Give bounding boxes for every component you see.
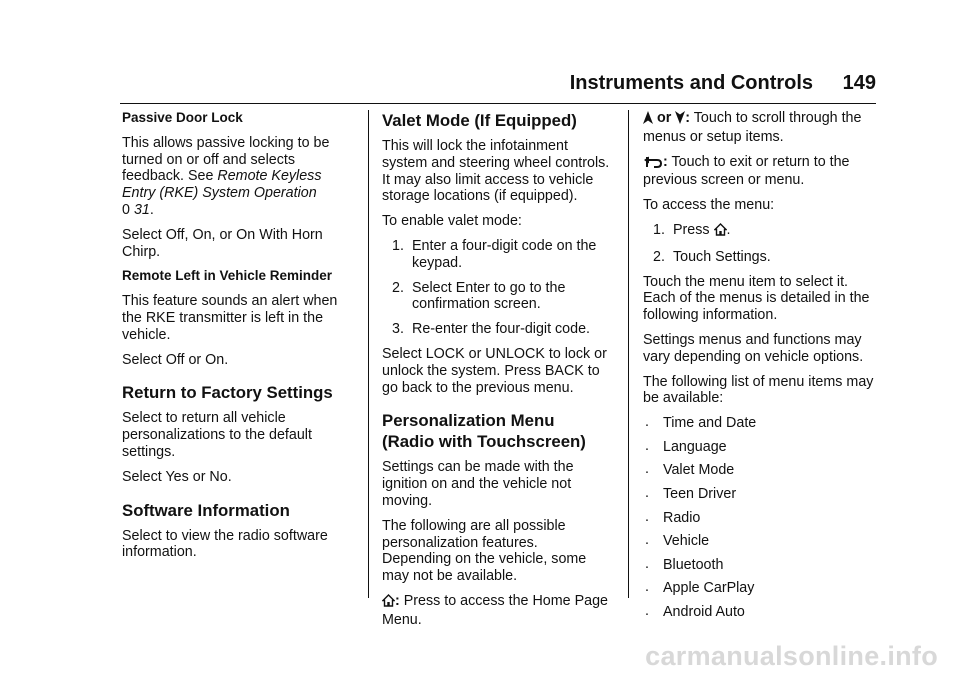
step-number: 2.: [653, 248, 665, 265]
subheading-passive-door-lock: Passive Door Lock: [122, 110, 243, 125]
step-text: Press: [673, 221, 710, 238]
paragraph: To access the menu:: [643, 197, 775, 214]
home-icon: [714, 223, 727, 241]
list-item: [643, 249, 879, 266]
list-item: [643, 604, 879, 621]
paragraph: Settings menus and functions may vary depending on vehicle options.: [643, 331, 864, 365]
paragraph: Select LOCK or UNLOCK to lock or unlock the system. Press BACK to go back to the previous menu.: [382, 345, 607, 396]
bullet: .: [645, 532, 649, 549]
step-number: 1.: [392, 237, 404, 254]
paragraph: [382, 593, 610, 629]
heading-valet-mode: Valet Mode (If Equipped): [382, 111, 577, 130]
paragraph: The following are all possible personalization features. Depending on the vehicle, some may not be available.: [382, 517, 587, 585]
subheading-remote-left: Remote Left in Vehicle Reminder: [122, 268, 333, 284]
page-header: [570, 72, 876, 95]
page-ref-number[interactable]: 31: [133, 201, 150, 218]
menu-item-label: Apple CarPlay: [663, 580, 755, 597]
menu-item-label: Vehicle: [663, 533, 710, 550]
down-arrow-icon: [675, 111, 685, 129]
step-number: 2.: [392, 279, 404, 296]
paragraph: Settings can be made with the ignition on and the vehicle not moving.: [382, 459, 574, 509]
list-item: [643, 222, 879, 241]
step-number: 1.: [653, 221, 665, 238]
punctuation: .: [726, 221, 731, 238]
valet-steps-list: [382, 238, 610, 338]
home-icon: [382, 594, 395, 612]
heading-factory-settings: Return to Factory Settings: [122, 383, 333, 403]
paragraph: Select to view the radio software information.: [122, 527, 328, 561]
page-ref-arrow: 0: [122, 201, 130, 218]
scroll-description: Touch to scroll through the menus or setup items.: [643, 110, 862, 145]
step-text: Re-enter the four-digit code.: [412, 321, 591, 338]
list-item: [643, 486, 879, 503]
access-steps-list: [643, 222, 879, 266]
up-arrow-icon: [643, 111, 653, 129]
step-text: Enter a four-digit code on the keypad.: [412, 237, 597, 271]
menu-item-label: Teen Driver: [663, 485, 737, 502]
list-item: [382, 238, 610, 272]
back-icon: [643, 156, 663, 173]
list-item: [643, 510, 879, 527]
icon-colon: :: [663, 153, 668, 170]
list-item: [382, 280, 610, 314]
paragraph: To enable valet mode:: [382, 213, 522, 230]
menu-item-label: Bluetooth: [663, 556, 724, 573]
list-item: [643, 533, 879, 550]
paragraph: This will lock the infotainment system and steering wheel controls. It may also limit access to vehicle storage locations (if equipped).: [382, 138, 610, 205]
column-divider: [368, 110, 369, 598]
paragraph: Touch the menu item to select it. Each of the menus is detailed in the following information.: [643, 273, 870, 324]
menu-item-label: Language: [663, 438, 727, 455]
menu-item-label: Radio: [663, 509, 701, 526]
section-title: Instruments and Controls: [569, 72, 814, 94]
paragraph: Select Yes or No.: [122, 468, 232, 485]
paragraph: Select Off, On, or On With Horn Chirp.: [122, 226, 323, 260]
step-text: Touch Settings.: [673, 248, 771, 265]
bullet: .: [645, 461, 649, 478]
home-description: Press to access the Home Page Menu.: [382, 592, 608, 628]
menu-items-list: [643, 415, 879, 621]
column-right: [643, 110, 879, 628]
menu-item-label: Android Auto: [663, 603, 745, 620]
paragraph: Select Off or On.: [122, 351, 229, 368]
watermark: carmanualsonline.info: [645, 641, 938, 671]
step-number: 3.: [392, 321, 404, 338]
column-divider: [628, 110, 629, 598]
header-divider: [120, 103, 876, 104]
bullet: .: [645, 602, 649, 619]
punctuation: .: [149, 201, 154, 218]
bullet: .: [645, 484, 649, 501]
bullet: .: [645, 555, 649, 572]
list-item: [643, 580, 879, 597]
list-item: [643, 557, 879, 574]
bullet: .: [645, 508, 649, 525]
step-text: Select Enter to go to the confirmation screen.: [412, 279, 566, 313]
paragraph: Select to return all vehicle personalizations to the default settings.: [122, 410, 312, 460]
or-label: or: [656, 110, 672, 126]
icon-colon: :: [395, 592, 400, 609]
column-middle: [382, 110, 610, 637]
list-item: [643, 415, 879, 432]
list-item: [382, 321, 610, 338]
icon-colon: :: [685, 110, 691, 126]
paragraph: [643, 154, 879, 190]
column-left: [122, 110, 348, 569]
paragraph: [122, 135, 348, 219]
cross-reference-link[interactable]: Remote Keyless Entry (RKE) System Operation: [122, 168, 322, 202]
heading-software-information: Software Information: [122, 500, 290, 520]
menu-item-label: Time and Date: [663, 415, 757, 432]
paragraph: This feature sounds an alert when the RKE transmitter is left in the vehicle.: [122, 293, 338, 343]
list-item: [643, 462, 879, 479]
menu-item-label: Valet Mode: [663, 462, 735, 479]
bullet: .: [645, 437, 649, 454]
back-description: Touch to exit or return to the previous screen or menu.: [643, 153, 850, 189]
list-item: [643, 439, 879, 456]
paragraph: [643, 110, 879, 146]
page-number: 149: [842, 72, 876, 94]
body-text: This allows passive locking to be turned on or off and selects feedback. See: [122, 134, 330, 185]
paragraph: The following list of menu items may be available:: [643, 373, 874, 407]
bullet: .: [645, 579, 649, 596]
heading-personalization-menu: Personalization Menu (Radio with Touchscreen): [382, 411, 586, 452]
bullet: .: [645, 414, 649, 431]
